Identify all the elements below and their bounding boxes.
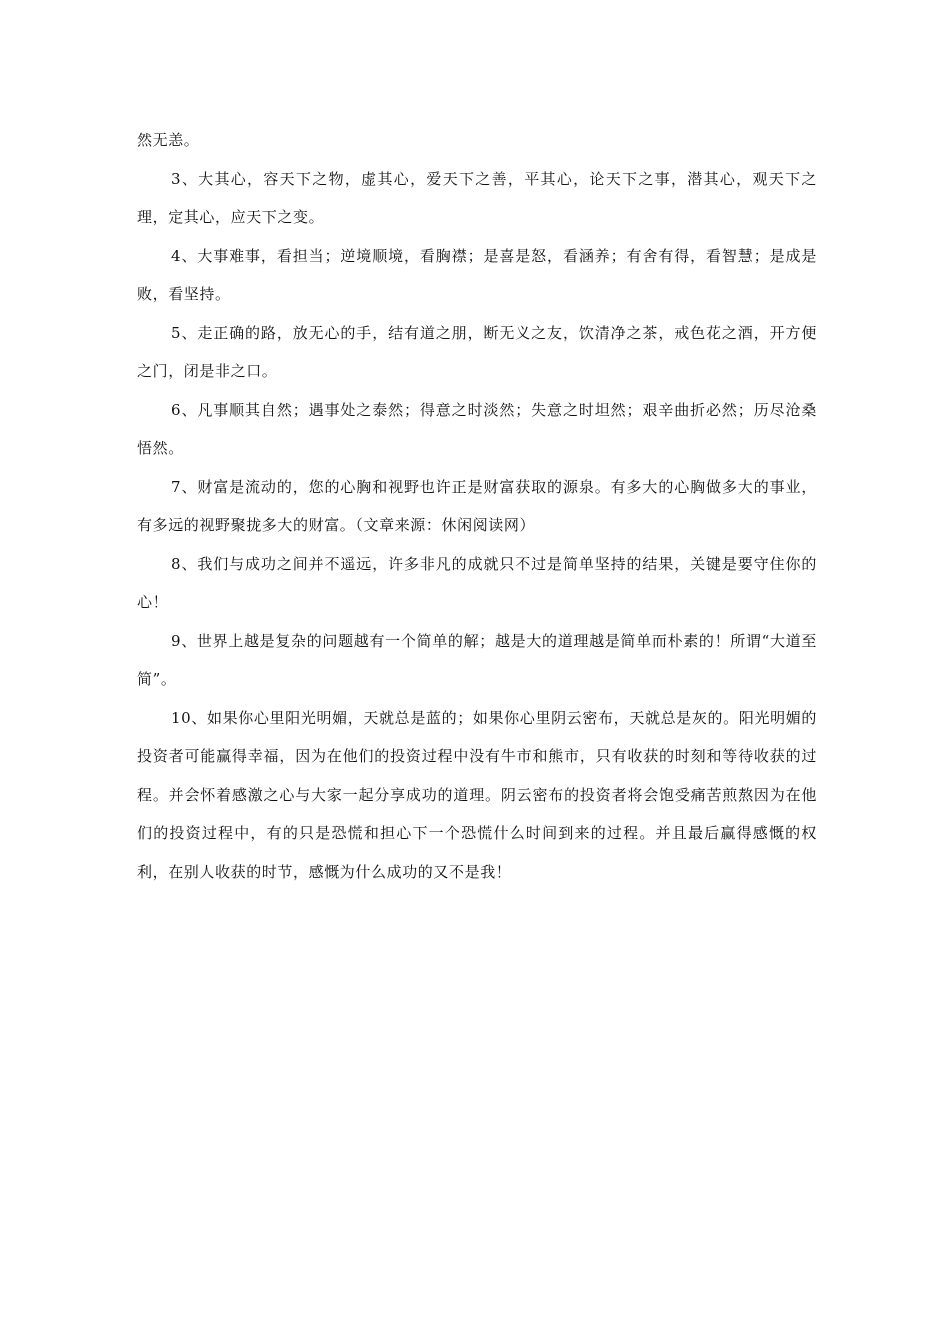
paragraph-item-7: 7、财富是流动的，您的心胸和视野也许正是财富获取的源泉。有多大的心胸做多大的事业，有多远的视野聚拢多大的财富。（文章来源：休闲阅读网） [137,477,817,534]
paragraph-item-3: 3、大其心，容天下之物，虚其心，爱天下之善，平其心，论天下之事，潜其心，观天下之理，定其心，应天下之变。 [137,169,817,226]
paragraph-continuation: 然无恙。 [137,131,200,149]
document-body [137,121,817,891]
paragraph-item-4: 4、大事难事，看担当；逆境顺境，看胸襟；是喜是怒，看涵养；有舍有得，看智慧；是成是败，看坚持。 [137,246,817,303]
paragraph-item-8: 8、我们与成功之间并不遥远，许多非凡的成就只不过是简单坚持的结果，关键是要守住你的心！ [137,554,817,611]
paragraph-item-9: 9、世界上越是复杂的问题越有一个简单的解；越是大的道理越是简单而朴素的！所谓“大道至简”。 [137,631,817,688]
paragraph-item-6: 6、凡事顺其自然；遇事处之泰然；得意之时淡然；失意之时坦然；艰辛曲折必然；历尽沧桑悟然。 [137,400,817,457]
paragraph-item-5: 5、走正确的路，放无心的手，结有道之朋，断无义之友，饮清净之茶，戒色花之酒，开方便之门，闭是非之口。 [137,323,817,380]
paragraph-item-10: 10、如果你心里阳光明媚，天就总是蓝的；如果你心里阴云密布，天就总是灰的。阳光明媚的投资者可能赢得幸福，因为在他们的投资过程中没有牛市和熊市，只有收获的时刻和等待收获的过程。并会怀着感激之心与大家一起分享成功的道理。阴云密布的投资者将会饱受痛苦煎熬因为在他们的投资过程中，有的只是恐慌和担心下一个恐慌什么时间到来的过程。并且最后赢得感慨的权利，在别人收获的时节，感慨为什么成功的又不是我！ [137,708,817,881]
